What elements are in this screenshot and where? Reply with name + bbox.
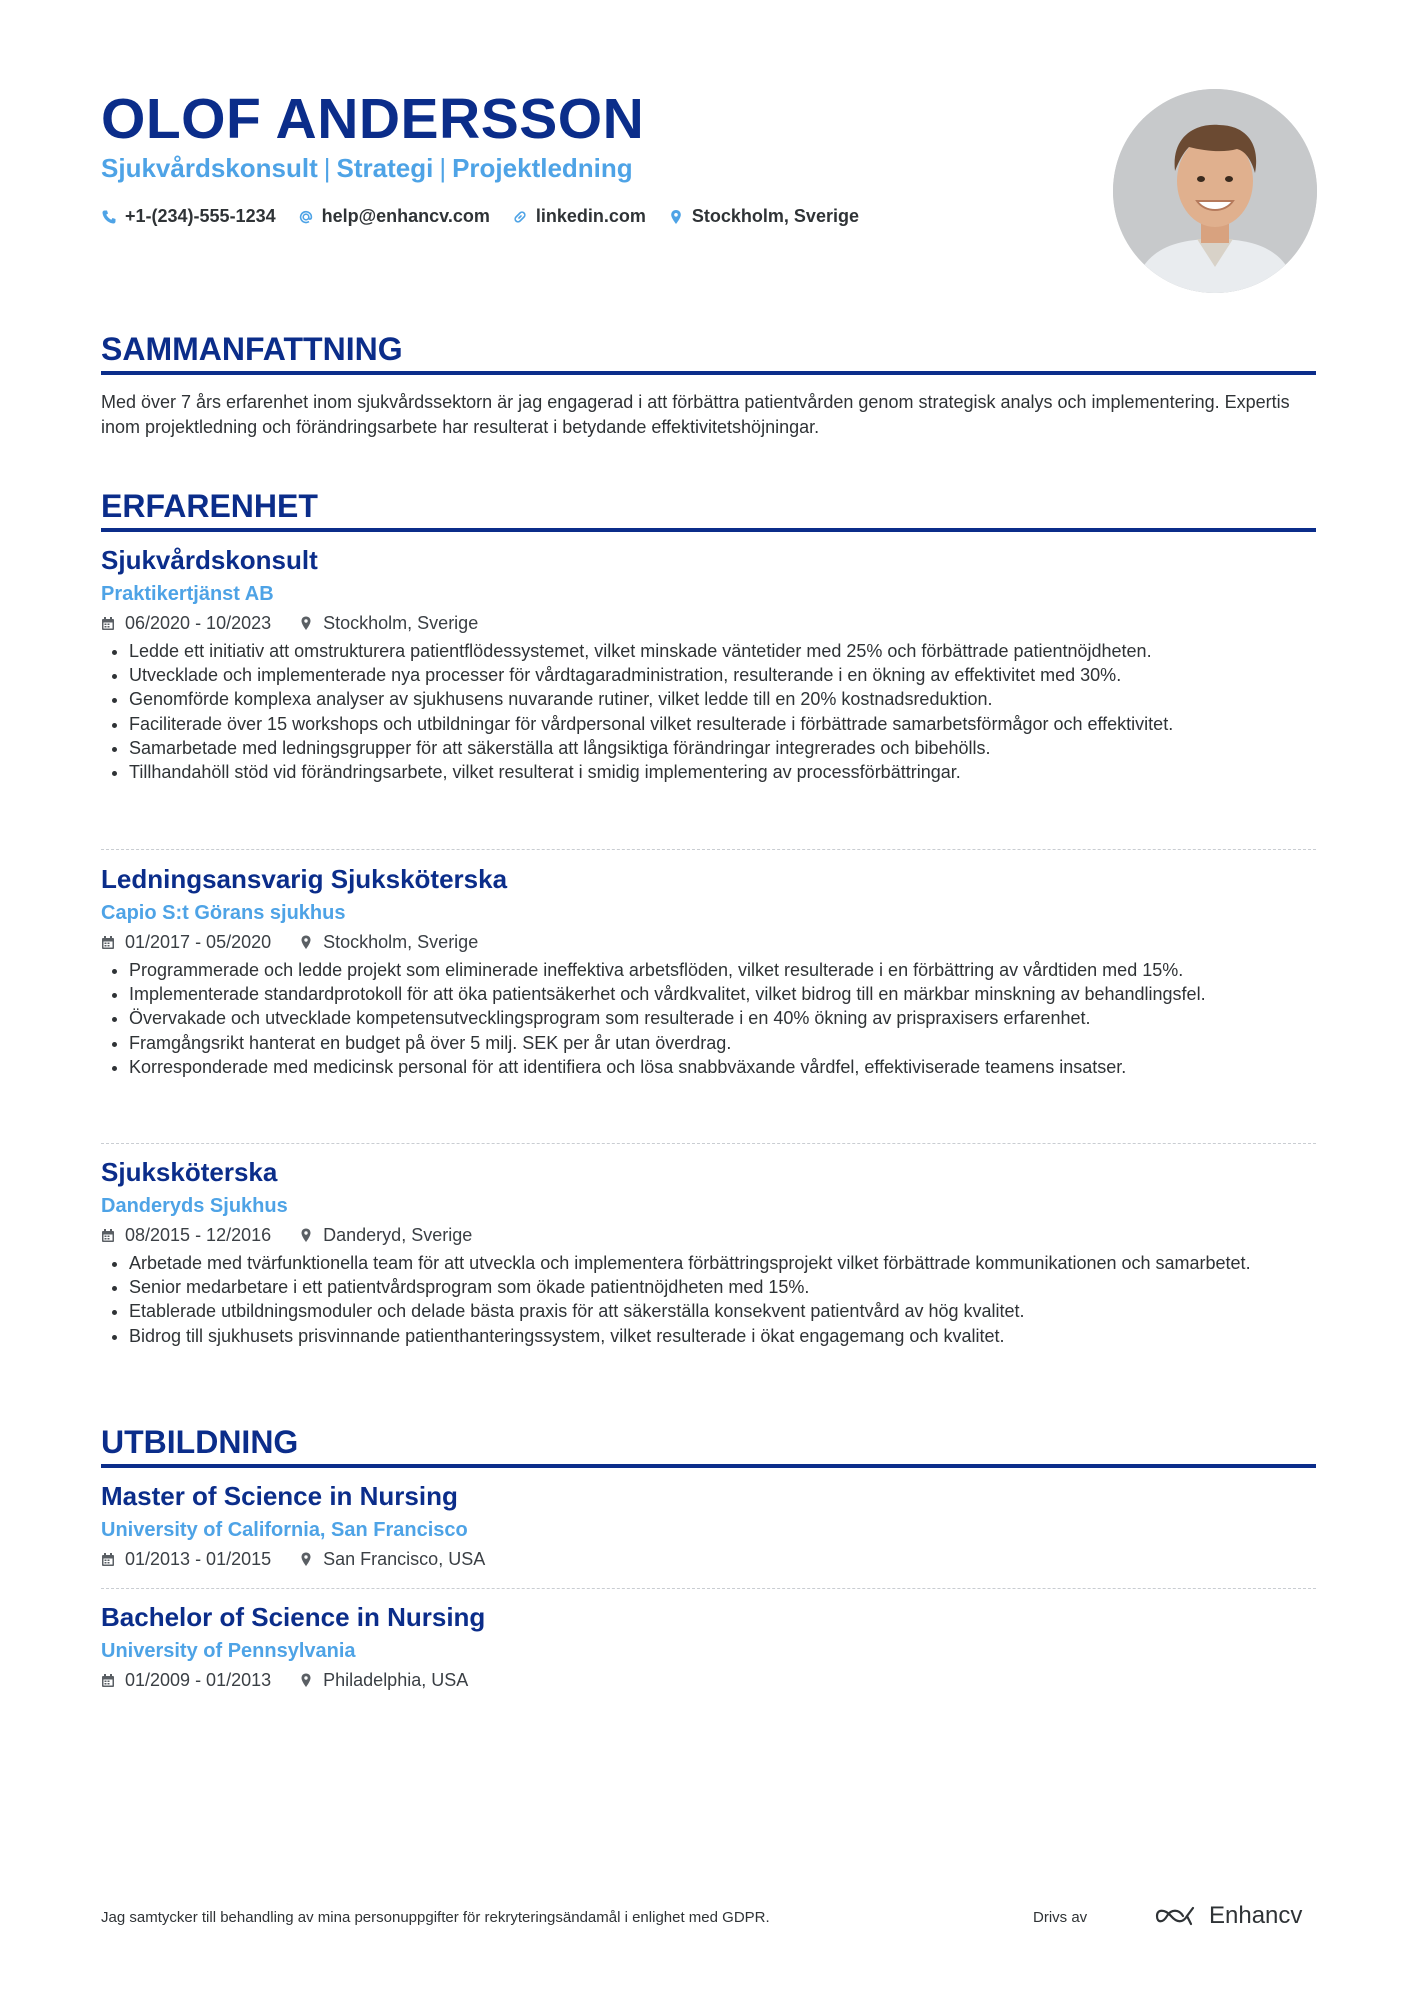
company-name: Danderyds Sjukhus	[101, 1195, 288, 1217]
achievement-item: • Genomförde komplexa analyser av sjukhusens nuvarande rutiner, vilket ledde till en 20% kostnadsreduktion.	[129, 687, 1316, 711]
date-text: 06/2020 - 10/2023	[125, 613, 272, 633]
date-range	[101, 929, 271, 955]
experience-heading: ERFARENHET	[101, 488, 318, 524]
location-text: San Francisco, USA	[323, 1549, 486, 1569]
job-location	[299, 1222, 472, 1248]
date-text: 01/2009 - 01/2013	[125, 1670, 272, 1690]
location-text: Danderyd, Sverige	[323, 1225, 473, 1245]
location-text: Philadelphia, USA	[323, 1670, 469, 1690]
education-entry	[101, 1479, 1316, 1572]
job-title: Sjuksköterska	[101, 1157, 278, 1187]
location-pin-icon	[299, 1673, 313, 1688]
achievement-item: • Utvecklade och implementerade nya processer för vårdtagaradministration, resulterande i en ökning av effektivitet med 30%.	[129, 663, 1316, 687]
achievement-item: • Faciliterade över 15 workshops och utbildningar för vårdpersonal vilket resulterade i förbättrade samarbetsförmågor och effektivitet.	[129, 712, 1316, 736]
job-title: Sjukvårdskonsult	[101, 545, 318, 575]
contact-email[interactable]	[298, 206, 490, 227]
summary-heading: SAMMANFATTNING	[101, 331, 403, 367]
education-rule	[101, 1464, 1316, 1468]
job-location	[299, 929, 478, 955]
location-pin-icon	[668, 209, 684, 225]
education-meta	[101, 1546, 1316, 1572]
contact-bar	[101, 206, 859, 227]
job-location	[299, 610, 478, 636]
calendar-icon	[101, 616, 115, 631]
profile-photo	[1113, 89, 1317, 293]
education-meta	[101, 1667, 1316, 1693]
achievement-item: • Korresponderade med medicinsk personal för att identifiera och lösa snabbväxande vårdfel, effektiviserade teamens insatser.	[129, 1055, 1316, 1079]
headline	[101, 153, 633, 184]
headline-part: Sjukvårdskonsult	[101, 153, 318, 183]
location-pin-icon	[299, 1228, 313, 1243]
contact-linkedin[interactable]	[512, 206, 646, 227]
location-pin-icon	[299, 935, 313, 950]
experience-rule	[101, 528, 1316, 532]
job-title: Ledningsansvarig Sjuksköterska	[101, 864, 508, 894]
profile-photo-illustration	[1113, 89, 1317, 293]
company-name: Praktikertjänst AB	[101, 583, 274, 605]
location-text: Stockholm, Sverige	[691, 206, 859, 226]
date-text: 08/2015 - 12/2016	[125, 1225, 272, 1245]
achievement-item: • Programmerade och ledde projekt som eliminerade ineffektiva arbetsflöden, vilket resulterade i en förbättring av vårdtiden med 15%.	[129, 958, 1316, 982]
at-icon	[298, 209, 314, 225]
summary-text: Med över 7 års erfarenhet inom sjukvårdssektorn är jag engagerad i att förbättra patientvården genom strategisk analys och implementering. Expertis inom projektledning och förändringsarbete har resulterat i betydande effektivitetshöjningar.	[101, 392, 1290, 437]
enhancv-brand[interactable]	[1153, 1902, 1302, 1930]
email-text: help@enhancv.com	[321, 206, 490, 226]
school-name: University of California, San Francisco	[101, 1519, 468, 1541]
achievement-item: • Etablerade utbildningsmoduler och delade bästa praxis för att säkerställa konsekvent patientvård av hög kvalitet.	[129, 1299, 1316, 1323]
calendar-icon	[101, 1228, 115, 1243]
linkedin-text: linkedin.com	[535, 206, 646, 226]
achievement-item: • Tillhandahöll stöd vid förändringsarbete, vilket resulterat i smidig implementering av processförbättringar.	[129, 760, 1316, 784]
date-text: 01/2017 - 05/2020	[125, 932, 272, 952]
job-meta	[101, 1222, 1316, 1248]
candidate-name: OLOF ANDERSSON	[101, 87, 645, 151]
entry-divider	[101, 1143, 1316, 1144]
headline-part: Projektledning	[452, 153, 633, 183]
achievement-item: • Arbetade med tvärfunktionella team för att utveckla och implementera förbättringsprojekt vilket förbättrade kommunikationen och samarbetet.	[129, 1251, 1316, 1275]
achievement-item: • Implementerade standardprotokoll för att öka patientsäkerhet och vårdkvalitet, vilket bidrog till en märkbar minskning av behandlingsfel.	[129, 982, 1316, 1006]
brand-name: Enhancv	[1209, 1902, 1303, 1929]
location-pin-icon	[299, 1552, 313, 1567]
experience-entry	[101, 1155, 1316, 1348]
calendar-icon	[101, 1552, 115, 1567]
gdpr-consent: Jag samtycker till behandling av mina personuppgifter för rekryteringsändamål i enlighet med GDPR.	[101, 1909, 770, 1926]
link-icon	[512, 209, 528, 225]
education-heading: UTBILDNING	[101, 1424, 299, 1460]
entry-divider	[101, 849, 1316, 850]
degree-title: Bachelor of Science in Nursing	[101, 1602, 486, 1632]
calendar-icon	[101, 1673, 115, 1688]
phone-icon	[101, 209, 117, 225]
headline-separator: |	[323, 153, 331, 183]
achievement-list	[101, 958, 1316, 1079]
summary-rule	[101, 371, 1316, 375]
achievement-item: • Bidrog till sjukhusets prisvinnande patienthanteringssystem, vilket resulterade i ökat engagemang och kvalitet.	[129, 1324, 1316, 1348]
achievement-item: • Övervakade och utvecklade kompetensutvecklingsprogram som resulterade i en 40% ökning av prispraxisers erfarenhet.	[129, 1006, 1316, 1030]
location-text: Stockholm, Sverige	[323, 613, 479, 633]
achievement-item: • Samarbetade med ledningsgrupper för att säkerställa att långsiktiga förändringar integrerades och bibehölls.	[129, 736, 1316, 760]
school-name: University of Pennsylvania	[101, 1640, 356, 1662]
job-meta	[101, 610, 1316, 636]
location-pin-icon	[299, 616, 313, 631]
date-range	[101, 1667, 271, 1693]
company-name: Capio S:t Görans sjukhus	[101, 902, 346, 924]
contact-phone[interactable]	[101, 206, 276, 227]
achievement-list	[101, 1251, 1316, 1348]
achievement-item: • Framgångsrikt hanterat en budget på över 5 milj. SEK per år utan överdrag.	[129, 1031, 1316, 1055]
job-meta	[101, 929, 1316, 955]
entry-divider	[101, 1588, 1316, 1589]
achievement-item: • Senior medarbetare i ett patientvårdsprogram som ökade patientnöjdheten med 15%.	[129, 1275, 1316, 1299]
phone-text: +1-(234)-555-1234	[125, 206, 276, 226]
enhancv-logo-icon	[1153, 1904, 1201, 1928]
achievement-item: • Ledde ett initiativ att omstrukturera patientflödessystemet, vilket minskade väntetider med 25% och förbättrade patientnöjdheten.	[129, 639, 1316, 663]
date-range	[101, 1222, 271, 1248]
date-text: 01/2013 - 01/2015	[125, 1549, 272, 1569]
date-range	[101, 610, 271, 636]
location-text: Stockholm, Sverige	[323, 932, 479, 952]
headline-separator: |	[439, 153, 447, 183]
degree-title: Master of Science in Nursing	[101, 1481, 458, 1511]
date-range	[101, 1546, 271, 1572]
headline-part: Strategi	[336, 153, 434, 183]
experience-entry	[101, 862, 1316, 1079]
achievement-list	[101, 639, 1316, 784]
powered-by-label: Drivs av	[1033, 1909, 1088, 1926]
experience-entry	[101, 543, 1316, 784]
school-location	[299, 1546, 485, 1572]
education-entry	[101, 1600, 1316, 1693]
school-location	[299, 1667, 468, 1693]
calendar-icon	[101, 935, 115, 950]
contact-location	[668, 206, 859, 227]
